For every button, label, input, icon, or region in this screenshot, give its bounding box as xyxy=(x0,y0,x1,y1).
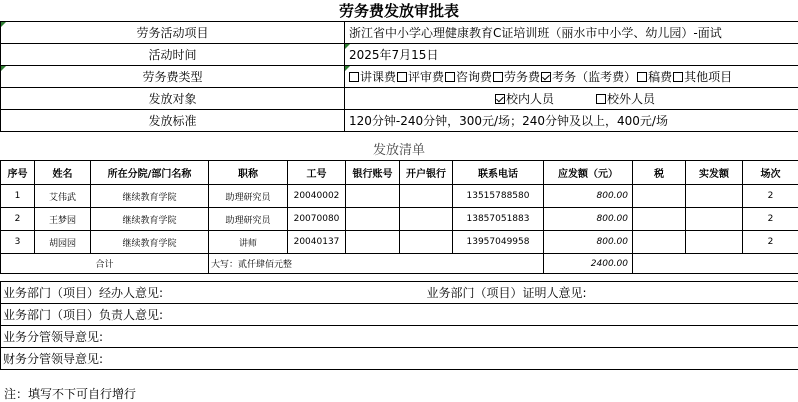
target-option[interactable]: 校外人员 xyxy=(596,92,655,106)
checkbox-icon[interactable] xyxy=(349,72,359,82)
cell-net[interactable] xyxy=(686,208,743,231)
cell-no[interactable]: 2 xyxy=(1,208,35,231)
checkbox-icon[interactable] xyxy=(493,72,503,82)
checkbox-icon[interactable] xyxy=(673,72,683,82)
fee-type-options xyxy=(345,66,798,88)
cell-title[interactable]: 助理研究员 xyxy=(209,208,288,231)
cell-sessions[interactable]: 2 xyxy=(743,208,798,231)
cell-tax[interactable] xyxy=(633,208,686,231)
column-header: 序号 xyxy=(1,161,35,185)
column-header: 姓名 xyxy=(35,161,91,185)
cell-net[interactable] xyxy=(686,185,743,208)
table-row xyxy=(1,208,798,231)
checked-checkbox-icon[interactable] xyxy=(541,72,551,82)
column-header: 所在分院/部门名称 xyxy=(91,161,209,185)
cell-name[interactable]: 艾伟武 xyxy=(35,185,91,208)
checkbox-icon[interactable] xyxy=(596,94,606,104)
cell-bank[interactable] xyxy=(400,208,453,231)
info-table xyxy=(0,21,798,132)
payment-list-table xyxy=(0,160,798,274)
footer-note: 注：填写不下可自行增行 xyxy=(4,386,136,402)
fee-option[interactable]: 考务（监考费） xyxy=(541,70,636,84)
fee-option[interactable]: 咨询费 xyxy=(445,70,492,84)
cell-bank[interactable] xyxy=(400,231,453,254)
cell-amount[interactable]: 800.00 xyxy=(544,231,633,254)
cell-title[interactable]: 讲师 xyxy=(209,231,288,254)
column-header: 场次 xyxy=(743,161,798,185)
cell-dept[interactable]: 继续教育学院 xyxy=(91,208,209,231)
column-header: 应发额（元） xyxy=(544,161,633,185)
column-header: 税 xyxy=(633,161,686,185)
cell-marker-icon xyxy=(345,44,350,49)
cell-id[interactable]: 20040137 xyxy=(288,231,346,254)
date-value[interactable]: 2025年7月15日 xyxy=(345,44,798,66)
checkbox-icon[interactable] xyxy=(397,72,407,82)
handler-opinion[interactable]: 业务部门（项目）经办人意见: xyxy=(1,282,425,304)
info-row-project xyxy=(1,22,798,44)
column-header: 实发额 xyxy=(686,161,743,185)
cell-bank[interactable] xyxy=(400,185,453,208)
opinion-row xyxy=(1,304,798,326)
target-options xyxy=(345,88,798,110)
total-label: 合计 xyxy=(1,254,209,274)
column-header: 银行账号 xyxy=(346,161,400,185)
responsible-opinion[interactable]: 业务部门（项目）负责人意见: xyxy=(1,304,798,326)
target-option[interactable]: 校内人员 xyxy=(495,92,554,106)
table-row xyxy=(1,231,798,254)
cell-bank-account[interactable] xyxy=(346,185,400,208)
total-capital[interactable]: 大写：贰仟肆佰元整 xyxy=(209,254,544,274)
column-header: 职称 xyxy=(209,161,288,185)
info-row-date xyxy=(1,44,798,66)
table-row xyxy=(1,185,798,208)
cell-amount[interactable]: 800.00 xyxy=(544,208,633,231)
project-value[interactable]: 浙江省中小学心理健康教育C证培训班（丽水市中小学、幼儿园）-面试 xyxy=(345,22,798,44)
checked-checkbox-icon[interactable] xyxy=(495,94,505,104)
column-header: 工号 xyxy=(288,161,346,185)
list-title: 发放清单 xyxy=(0,142,798,160)
cell-sessions[interactable]: 2 xyxy=(743,185,798,208)
fee-option[interactable]: 评审费 xyxy=(397,70,444,84)
cell-tax[interactable] xyxy=(633,231,686,254)
cell-phone[interactable]: 13957049958 xyxy=(453,231,544,254)
table-header-row xyxy=(1,161,798,185)
form-title: 劳务费发放审批表 xyxy=(0,1,798,21)
total-amount[interactable]: 2400.00 xyxy=(544,254,633,274)
cell-title[interactable]: 助理研究员 xyxy=(209,185,288,208)
cell-no[interactable]: 1 xyxy=(1,185,35,208)
total-row xyxy=(1,254,798,274)
info-row-standard xyxy=(1,110,798,132)
cell-bank-account[interactable] xyxy=(346,208,400,231)
cell-bank-account[interactable] xyxy=(346,231,400,254)
finance-opinion[interactable]: 财务分管领导意见: xyxy=(1,348,798,370)
info-row-fee-type xyxy=(1,66,798,88)
cell-sessions[interactable]: 2 xyxy=(743,231,798,254)
cell-amount[interactable]: 800.00 xyxy=(544,185,633,208)
leader-opinion[interactable]: 业务分管领导意见: xyxy=(1,326,798,348)
checkbox-icon[interactable] xyxy=(637,72,647,82)
standard-value[interactable]: 120分钟-240分钟，300元/场；240分钟及以上，400元/场 xyxy=(345,110,798,132)
cell-name[interactable]: 王梦园 xyxy=(35,208,91,231)
standard-label: 发放标准 xyxy=(1,110,345,132)
fee-option[interactable]: 其他项目 xyxy=(673,70,732,84)
cell-id[interactable]: 20040002 xyxy=(288,185,346,208)
column-header: 联系电话 xyxy=(453,161,544,185)
checkbox-icon[interactable] xyxy=(445,72,455,82)
total-blank[interactable] xyxy=(633,254,798,274)
fee-option[interactable]: 劳务费 xyxy=(493,70,540,84)
cell-net[interactable] xyxy=(686,231,743,254)
fee-type-label: 劳务费类型 xyxy=(1,66,345,88)
column-header: 开户银行 xyxy=(400,161,453,185)
opinion-row xyxy=(1,326,798,348)
cell-no[interactable]: 3 xyxy=(1,231,35,254)
cell-marker-icon xyxy=(345,66,350,71)
cell-marker-icon xyxy=(1,66,6,71)
cell-marker-icon xyxy=(1,22,6,27)
cell-dept[interactable]: 继续教育学院 xyxy=(91,185,209,208)
cell-dept[interactable]: 继续教育学院 xyxy=(91,231,209,254)
cell-phone[interactable]: 13857051883 xyxy=(453,208,544,231)
target-label: 发放对象 xyxy=(1,88,345,110)
witness-opinion[interactable]: 业务部门（项目）证明人意见: xyxy=(425,282,798,304)
opinions-table xyxy=(0,281,798,370)
cell-name[interactable]: 胡园园 xyxy=(35,231,91,254)
opinion-row xyxy=(1,348,798,370)
info-row-target xyxy=(1,88,798,110)
fee-option[interactable]: 稿费 xyxy=(637,70,672,84)
date-label: 活动时间 xyxy=(1,44,345,66)
opinion-row xyxy=(1,282,798,304)
cell-tax[interactable] xyxy=(633,185,686,208)
cell-id[interactable]: 20070080 xyxy=(288,208,346,231)
project-label: 劳务活动项目 xyxy=(1,22,345,44)
cell-phone[interactable]: 13515788580 xyxy=(453,185,544,208)
fee-option[interactable]: 讲课费 xyxy=(349,70,396,84)
